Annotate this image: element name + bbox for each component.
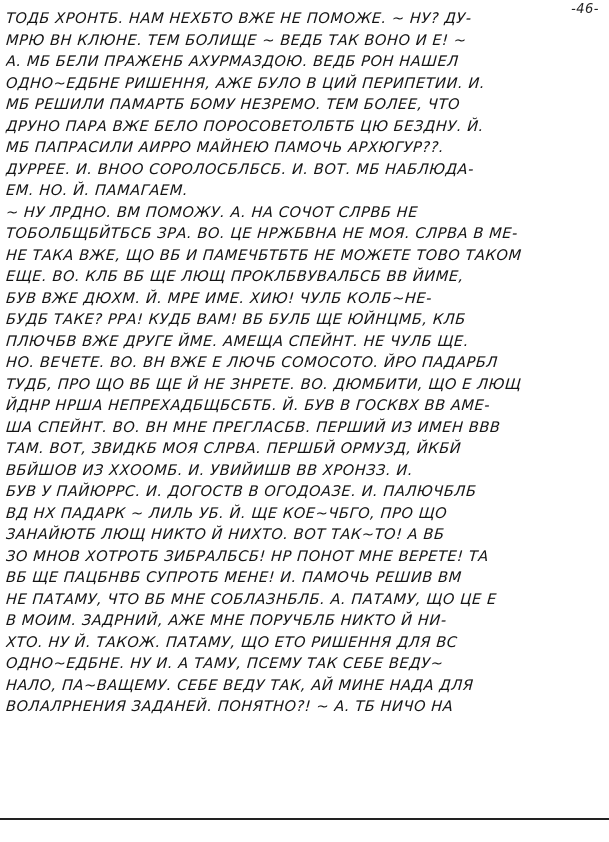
scan-bottom-edge (0, 818, 609, 820)
handwritten-text-block (6, 8, 600, 718)
text-line: НЕ ПАТАМУ, ЧТО ВБ МНЕ СОБЛАЗНБЛБ. А. ПАТАМУ, ЩО ЦЕ Е (5, 590, 498, 608)
text-line: ДУРРЕЕ. И. ВНОО СОРОЛОСБЛБСБ. И. ВОТ. МБ НАБЛЮДА- (5, 160, 475, 178)
text-line: ВБЙШОВ ИЗ ХХООМБ. И. УВИЙИШВ ВB ХРОНЗЗ. И. (5, 461, 414, 479)
text-line: МБ ПАПРАСИЛИ АИРРО МАЙНЕЮ ПАМОЧЬ АРХЮГУР??. (5, 139, 445, 156)
text-line: ТОБОЛБЩБЙТБСБ ЗРА. ВО. ЦЕ НРЖБВНА НЕ МОЯ. СЛРВА В МЕ- (5, 225, 519, 242)
text-line: ТУДБ, ПРО ЩО ВБ ЩЕ Й НЕ ЗНРЕТЕ. ВО. ДЮМБИТИ, ЩО Е ЛЮЩ (5, 375, 523, 393)
text-line: БУВ У ПАЙЮРРС. И. ДОГОСТВ В ОГОДОАЗЕ. И. ПАЛЮЧБЛБ (5, 483, 478, 500)
text-line: ОДНО~ЕДБНЕ. НУ И. А ТАМУ, ПСЕМУ ТАК СЕБЕ ВЕДУ~ (5, 655, 445, 672)
text-line: ЕМ. НО. Й. ПАМАГАЕМ. (5, 182, 189, 199)
text-line: ТОДБ ХРОНТБ. НАМ НЕХБТО ВЖЕ НЕ ПОМОЖЕ. ~ НУ? ДУ- (5, 10, 473, 27)
text-line: ЕЩЕ. ВО. КЛБ ВБ ЩЕ ЛЮЩ ПРОКЛБВУВАЛБСБ ВB ЙИМЕ, (5, 268, 465, 285)
text-line: ША СПЕЙНТ. ВО. ВН МНЕ ПРЕГЛАСБВ. ПЕРШИЙ ИЗ ИМЕН ВВB (5, 418, 502, 436)
text-line: МБ РЕШИЛИ ПАМАРТБ БОМУ НЕЗРЕМО. ТЕМ БОЛЕЕ, ЧТО (5, 96, 461, 113)
text-line: ПЛЮЧБВ ВЖЕ ДРУГЕ ЙМЕ. АМЕЩА СПЕЙНТ. НЕ ЧУЛБ ЩЕ. (5, 332, 470, 350)
text-line: ЗАНАЙЮТБ ЛЮЩ НИКТО Й НИХТО. ВОТ ТАК~ТО! А ВБ (5, 526, 446, 543)
text-line: ХТО. НУ Й. ТАКОЖ. ПАТАМУ, ЩО ЕТО РИШЕННЯ ДЛЯ ВС (5, 633, 459, 651)
page-number: -46- (571, 2, 599, 17)
text-line: ВД НХ ПАДАРК ~ ЛИЛЬ УБ. Й. ЩЕ КОЕ~ЧБГО, ПРО ЩО (5, 504, 448, 522)
text-line: НЕ ТАКА ВЖЕ, ЩО ВБ И ПАМЕЧБТБТБ НЕ МОЖЕТЕ ТОВО ТАКОМ (5, 246, 523, 264)
text-line: БУДБ ТАКЕ? РРА! КУДБ ВАМ! ВБ БУЛБ ЩЕ ЮЙНЦМБ, КЛБ (5, 311, 467, 328)
text-line: МРЮ ВН КЛЮНЕ. ТЕМ БОЛИЩЕ ~ ВЕДБ ТАК ВОНО И Е! ~ (5, 31, 468, 49)
text-line: ДРУНО ПАРА ВЖЕ БЕЛО ПОРОСОВЕТОЛБТБ ЦЮ БЕЗДНУ. Й. (5, 117, 485, 135)
text-line: ЙДНР НРША НЕПРЕХАДБЩБСБТБ. Й. БУВ В ГОСКВХ ВB АМЕ- (5, 397, 491, 414)
text-line: ТАМ. ВОТ, ЗВИДКБ МОЯ СЛРВА. ПЕРШБЙ ОРМУЗД, ЙКБЙ (5, 440, 462, 457)
text-line: ВБ ЩЕ ПАЦБНВБ СУПРОТБ МЕНЕ! И. ПАМОЧЬ РЕШИВ ВМ (5, 569, 463, 586)
text-line: НО. ВЕЧЕТЕ. ВО. ВН ВЖЕ Е ЛЮЧБ СОМОСОТО. ЙРО ПАДАРБЛ (5, 354, 499, 371)
text-line: БУВ ВЖЕ ДЮХМ. Й. МРЕ ИМЕ. ХИЮ! ЧУЛБ КОЛБ~НЕ- (5, 289, 433, 307)
text-line: ОДНО~ЕДБНЕ РИШЕННЯ, АЖЕ БУЛО В ЦИЙ ПЕРИПЕТИИ. И. (5, 74, 486, 92)
text-line: ЗО МНОВ ХОТРОТБ ЗИБРАЛБСБ! НР ПОНОТ МНЕ ВЕРЕТЕ! ТА (5, 547, 490, 565)
page-margin-bottom (0, 822, 609, 842)
text-line: А. МБ БЕЛИ ПРАЖЕНБ АХУРМАЗДОЮ. ВЕДБ РОН НАШЕЛ (5, 53, 460, 70)
text-line: В МОИМ. ЗАДРНИЙ, АЖЕ МНЕ ПОРУЧБЛБ НИКТО Й НИ- (5, 612, 448, 629)
text-line: ВОЛАЛРНЕНИЯ ЗАДАНЕЙ. ПОНЯТНО?! ~ А. ТБ НИЧО НА (5, 698, 454, 715)
text-line: ~ НУ ЛРДНО. ВМ ПОМОЖУ. А. НА СОЧОТ СЛРВБ НЕ (5, 203, 419, 221)
text-line: НАЛО, ПА~ВАЩЕМУ. СЕБЕ ВЕДУ ТАК, АЙ МИНЕ НАДА ДЛЯ (5, 676, 475, 694)
